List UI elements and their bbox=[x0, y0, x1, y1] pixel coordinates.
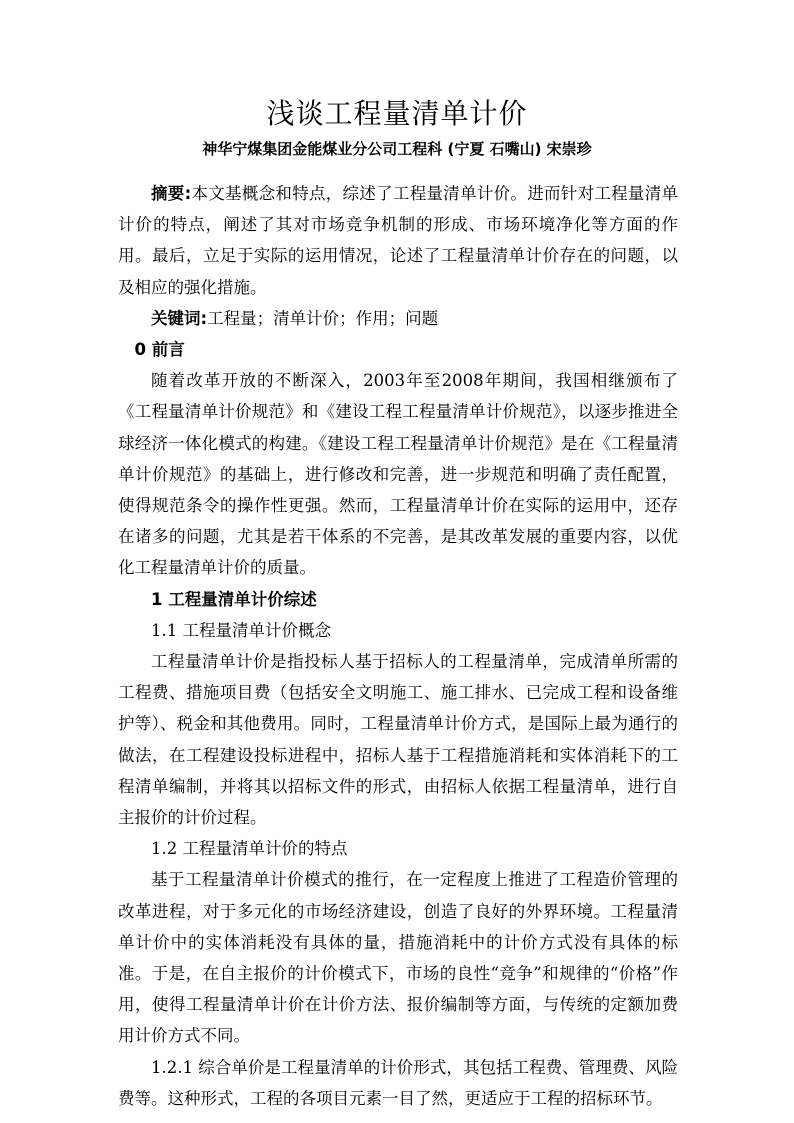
abstract-text: 本文基概念和特点，综述了工程量清单计价。进而针对工程量清单计价的特点，阐述了其对市场竞争机制的形成、市场环境净化等方面的作用。最后，立足于实际的运用情况，论述了工程量清单计价存在的问题，以及相应的强化措施。 bbox=[118, 184, 679, 297]
section-1-heading: 1 工程量清单计价综述 bbox=[151, 589, 317, 609]
section-0-paragraph: 随着改革开放的不断深入，2003年至2008年期间，我国相继颁布了《工程量清单计价规范》和《建设工程工程量清单计价规范》，以逐步推进全球经济一体化模式的构建。《建设工程工程量清单计价规范》是在《工程量清单计价规范》的基础上，进行修改和完善，进一步规范和明确了责任配置，使得规范条令的操作性更强。然而，工程量清单计价在实际的运用中，还存在诸多的问题，尤其是若干体系的不完善，是其改革发展的重要内容，以优化工程量清单计价的质量。 bbox=[118, 371, 678, 578]
keywords-paragraph bbox=[118, 303, 678, 334]
document-title: 浅谈工程量清单计价 bbox=[266, 97, 528, 130]
section-1-2-heading: 1.2 工程量清单计价的特点 bbox=[151, 839, 348, 859]
section-1-1-heading: 1.1 工程量清单计价概念 bbox=[151, 620, 331, 640]
abstract-paragraph bbox=[118, 178, 678, 303]
author-byline: 神华宁煤集团金能煤业分公司工程科 (宁夏 石嘴山) 宋崇珍 bbox=[202, 140, 592, 158]
section-1-1-paragraph: 工程量清单计价是指投标人基于招标人的工程量清单，完成清单所需的工程费、措施项目费（包括安全文明施工、施工排水、已完成工程和设备维护等）、税金和其他费用。同时，工程量清单计价方式，是国际上最为通行的做法，在工程建设投标进程中，招标人基于工程措施消耗和实体消耗下的工程清单编制，并将其以招标文件的形式，由招标人依据工程量清单，进行自主报价的计价过程。 bbox=[118, 652, 678, 828]
keywords-label: 关键词: bbox=[151, 308, 208, 328]
document-body bbox=[118, 178, 678, 1114]
section-1-2-paragraph: 基于工程量清单计价模式的推行，在一定程度上推进了工程造价管理的改革进程，对于多元化的市场经济建设，创造了良好的外界环境。工程量清单计价中的实体消耗没有具体的量，措施消耗中的计价方式没有具体的标准。于是，在自主报价的计价模式下，市场的良性“竞争”和规律的“价格”作用，使得工程量清单计价在计价方法、报价编制等方面，与传统的定额加费用计价方式不同。 bbox=[118, 870, 678, 1046]
section-0-heading: 0 前言 bbox=[134, 340, 185, 360]
section-1-2-1-paragraph: 1.2.1 综合单价是工程量清单的计价形式，其包括工程费、管理费、风险费等。这种形式，工程的各项目元素一目了然，更适应于工程的招标环节。 bbox=[118, 1057, 678, 1108]
abstract-label: 摘要: bbox=[151, 184, 192, 203]
keywords-text: 工程量；清单计价；作用；问题 bbox=[207, 308, 439, 328]
